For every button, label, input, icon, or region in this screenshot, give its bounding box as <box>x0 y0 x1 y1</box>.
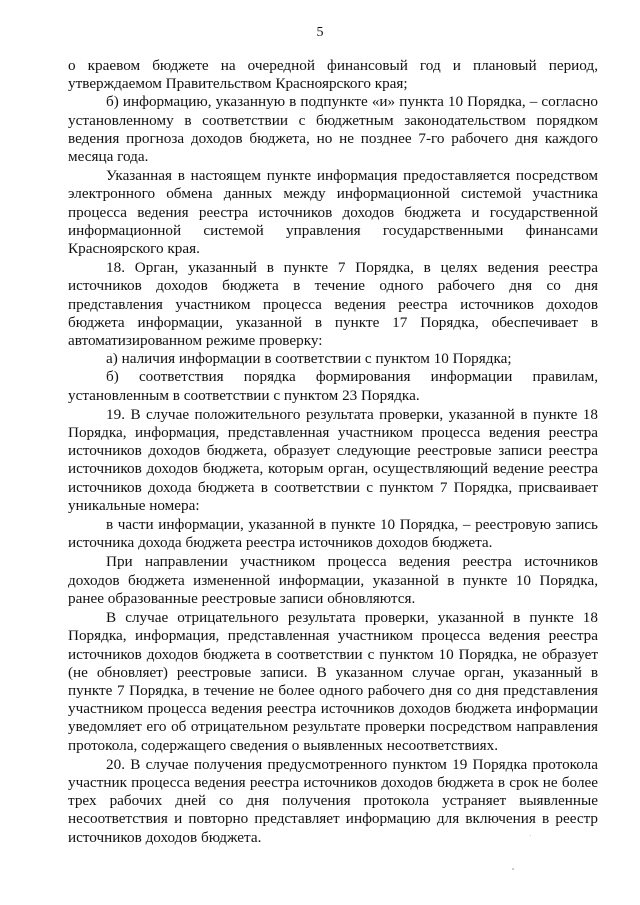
paragraph-17b: б) информацию, указанную в подпункте «и» пункта 10 Порядка, – согласно установленному в соответствии с бюджетным законодательством порядком ведения прогноза доходов бюджета, но не позднее 7-го рабочего дня каждого месяца года. <box>68 93 598 166</box>
paragraph-19-update: При направлении участником процесса ведения реестра источников доходов бюджета измененной информации, указанной в пункте 10 Порядка, ранее образованные реестровые записи обновляются. <box>68 553 598 607</box>
paragraph-19: 19. В случае положительного результата проверки, указанной в пункте 18 Порядка, информация, представленная участником процесса ведения реестра источников доходов бюджета, образует следующие реестровые записи реестра источников доходов бюджета, которым орган, осуществляющий ведение реестра источников дохода бюджета в соответствии с пунктом 7 Порядка, присваивает уникальные номера: <box>68 405 598 514</box>
page-number: 5 <box>316 25 324 40</box>
paragraph-20: 20. В случае получения предусмотренного пунктом 19 Порядка протокола участник процесса ведения реестра источников доходов бюджета в срок не более трех рабочих дней со дня получения протокола устраняет выявленные несоответствия и повторно представляет информацию для включения в реестр источников доходов бюджета. <box>68 755 598 846</box>
document-body <box>68 57 598 847</box>
paragraph-18: 18. Орган, указанный в пункте 7 Порядка, в целях ведения реестра источников доходов бюджета в течение одного рабочего дня со дня представления участником процесса ведения реестра источников доходов бюджета информации, указанной в пункте 17 Порядка, обеспечивает в автоматизированном режиме проверку: <box>68 259 598 350</box>
scan-speck <box>530 835 531 836</box>
paragraph-19-registry-entry: в части информации, указанной в пункте 10 Порядка, – реестровую запись источника дохода бюджета реестра источников доходов бюджета. <box>68 516 598 552</box>
scan-speck <box>512 868 514 870</box>
paragraph-19-negative: В случае отрицательного результата проверки, указанной в пункте 18 Порядка, информация, представленная участником процесса ведения реестра источников доходов бюджета в соответствии с пунктом 10 Порядка, не образует (не обновляет) реестровые записи. В указанном случае орган, указанный в пункте 7 Порядка, в течение не более одного рабочего дня со дня представления участником процесса ведения реестра источников доходов бюджета информации уведомляет его об отрицательном результате проверки посредством направления протокола, содержащего сведения о выявленных несоответствиях. <box>68 609 598 754</box>
paragraph-18a: а) наличия информации в соответствии с пунктом 10 Порядка; <box>106 350 512 368</box>
paragraph-17-note: Указанная в настоящем пункте информация предоставляется посредством электронного обмена данных между информационной системой участника процесса ведения реестра источников доходов бюджета и государственной информационной системой управления государственными финансами Красноярского края. <box>68 167 598 258</box>
paragraph-continuation: о краевом бюджете на очередной финансовый год и плановый период, утверждаемом Правительством Красноярского края; <box>68 57 598 93</box>
paragraph-18b: б) соответствия порядка формирования информации правилам, установленным в соответствии с пунктом 23 Порядка. <box>68 368 598 404</box>
